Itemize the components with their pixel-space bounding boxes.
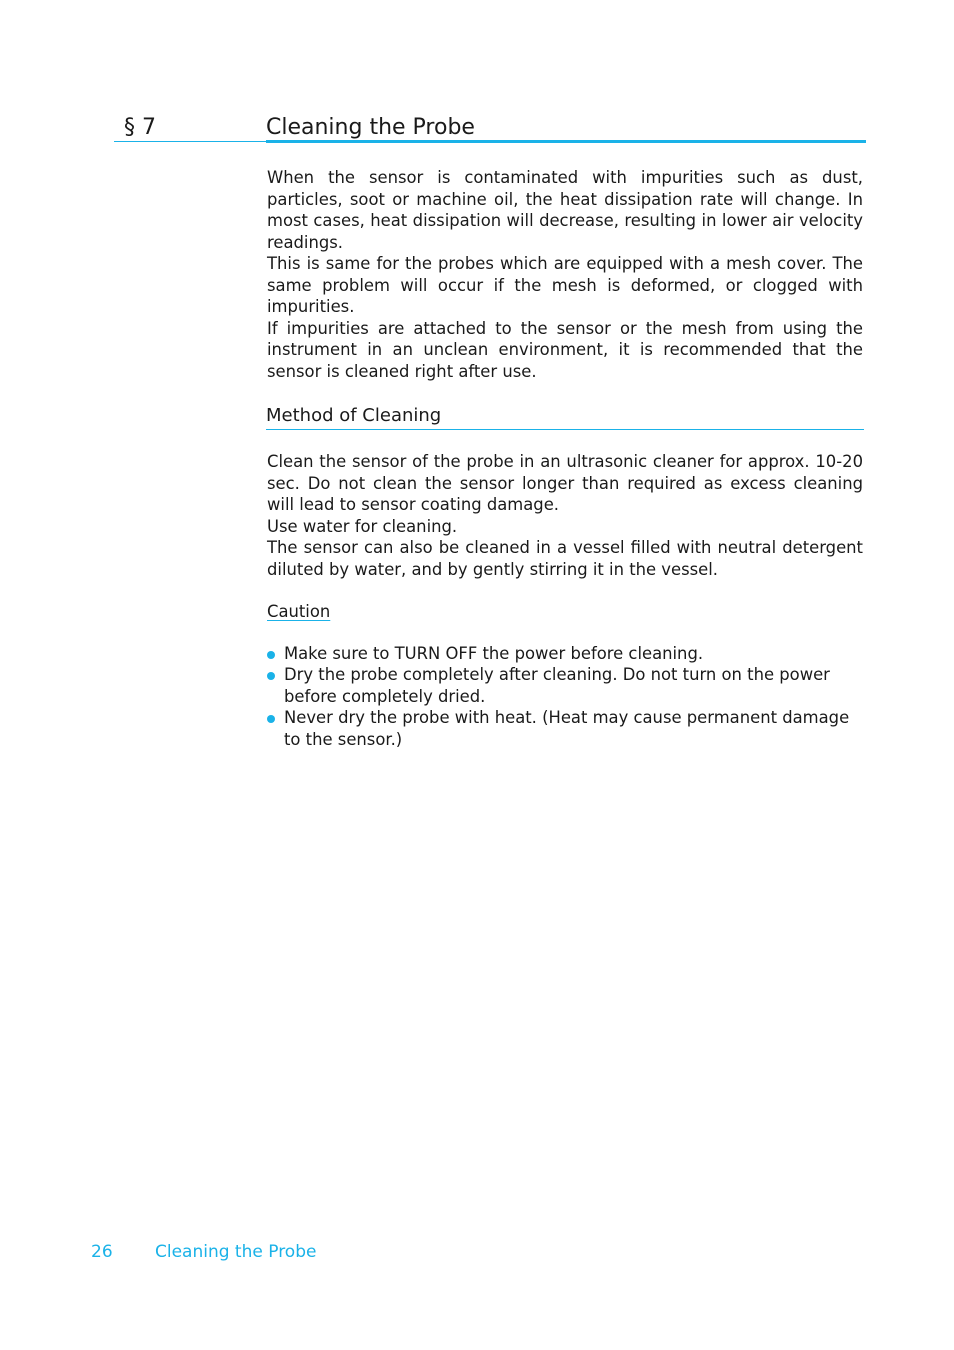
intro-paragraph-3: If impurities are attached to the sensor or the mesh from using the instrument in an unclean environment, it is recommended that the sensor is cleaned right after use. bbox=[267, 318, 863, 381]
method-paragraph-1: Clean the sensor of the probe in an ultrasonic cleaner for approx. 10-20 sec. Do not clean the sensor longer than required as excess cleaning will lead to sensor coating damage. bbox=[267, 452, 863, 514]
footer-title: Cleaning the Probe bbox=[155, 1242, 317, 1262]
section-title: Cleaning the Probe bbox=[266, 115, 475, 140]
list-item-text: Make sure to TURN OFF the power before cleaning. bbox=[284, 643, 704, 663]
section-rule-thick bbox=[266, 140, 866, 143]
method-paragraph-2: Use water for cleaning. bbox=[267, 516, 458, 536]
method-paragraph-3: The sensor can also be cleaned in a vessel filled with neutral detergent diluted by water, and by gently stirring it in the vessel. bbox=[267, 538, 863, 579]
intro-paragraph-1: When the sensor is contaminated with impurities such as dust, particles, soot or machine oil, the heat dissipation rate will change. In most cases, heat dissipation will decrease, resulting in lower air velocity readings. bbox=[267, 168, 863, 252]
bullet-dot-icon bbox=[267, 672, 275, 680]
section-number: § 7 bbox=[124, 115, 156, 140]
main-content bbox=[267, 167, 863, 750]
caution-heading: Caution bbox=[267, 602, 331, 621]
list-item bbox=[267, 643, 863, 665]
intro-paragraph-2: This is same for the probes which are equipped with a mesh cover. The same problem will occur if the mesh is deformed, or clogged with impurities. bbox=[267, 254, 863, 316]
list-item bbox=[267, 707, 863, 750]
bullet-dot-icon bbox=[267, 651, 275, 659]
spacer bbox=[267, 430, 863, 451]
list-item-text: Dry the probe completely after cleaning. Do not turn on the power before completely dried. bbox=[284, 665, 830, 706]
caution-list bbox=[267, 643, 863, 751]
section-rule-thin bbox=[114, 141, 267, 142]
method-heading: Method of Cleaning bbox=[266, 404, 864, 430]
list-item-text: Never dry the probe with heat. (Heat may cause permanent damage to the sensor.) bbox=[284, 708, 850, 749]
bullet-dot-icon bbox=[267, 715, 275, 723]
footer-page-number: 26 bbox=[91, 1242, 113, 1262]
list-item bbox=[267, 664, 863, 707]
